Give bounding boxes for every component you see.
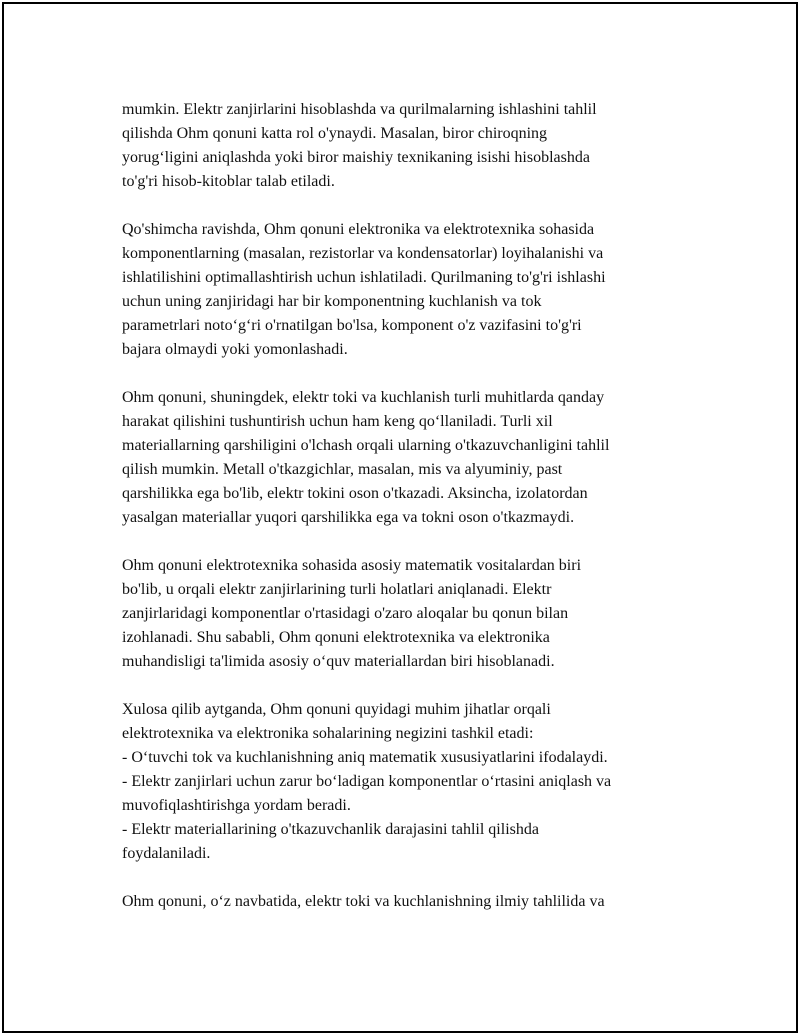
text-line: qarshilikka ega bo'lib, elektr tokini oson o'tkazadi. Aksincha, izolatordan <box>122 485 588 502</box>
text-line: uchun uning zanjiridagi har bir komponentning kuchlanish va tok <box>122 293 542 310</box>
text-line: harakat qilishini tushuntirish uchun ham keng qoʻllaniladi. Turli xil <box>122 413 553 430</box>
text-line: mumkin. Elektr zanjirlarini hisoblashda va qurilmalarning ishlashini tahlil <box>122 101 597 118</box>
paragraph <box>122 386 722 530</box>
paragraph <box>122 890 722 914</box>
text-line: komponentlarning (masalan, rezistorlar va kondensatorlar) loyihalanishi va <box>122 245 604 262</box>
text-line: Ohm qonuni, shuningdek, elektr toki va kuchlanish turli muhitlarda qanday <box>122 389 605 406</box>
paragraph <box>122 98 722 194</box>
text-line: bajara olmaydi yoki yomonlashadi. <box>122 341 348 358</box>
text-line: izohlanadi. Shu sababli, Ohm qonuni elektrotexnika va elektronika <box>122 629 550 646</box>
text-line: qilish mumkin. Metall o'tkazgichlar, masalan, mis va alyuminiy, past <box>122 461 563 478</box>
text-line: qilishda Ohm qonuni katta rol o'ynaydi. Masalan, biror chiroqning <box>122 125 548 142</box>
text-line: elektrotexnika va elektronika sohalarining negizini tashkil etadi: <box>122 725 534 742</box>
text-line: yasalgan materiallar yuqori qarshilikka ega va tokni oson o'tkazmaydi. <box>122 509 575 526</box>
text-line: foydalaniladi. <box>122 845 211 862</box>
text-line: parametrlari notoʻgʻri o'rnatilgan bo'lsa, komponent o'z vazifasini to'g'ri <box>122 317 582 334</box>
text-line: Ohm qonuni elektrotexnika sohasida asosiy matematik vositalardan biri <box>122 557 582 574</box>
document-body <box>122 98 722 938</box>
text-line: bo'lib, u orqali elektr zanjirlarining turli holatlari aniqlanadi. Elektr <box>122 581 552 598</box>
text-line: zanjirlaridagi komponentlar o'rtasidagi o'zaro aloqalar bu qonun bilan <box>122 605 569 622</box>
paragraph <box>122 218 722 362</box>
text-line: Ohm qonuni, oʻz navbatida, elektr toki va kuchlanishning ilmiy tahlilida va <box>122 893 605 910</box>
text-line: yorugʻligini aniqlashda yoki biror maishiy texnikaning isishi hisoblashda <box>122 149 590 166</box>
text-line: materiallarning qarshiligini o'lchash orqali ularning o'tkazuvchanligini tahlil <box>122 437 610 454</box>
text-line: Qo'shimcha ravishda, Ohm qonuni elektronika va elektrotexnika sohasida <box>122 221 595 238</box>
text-line: muhandisligi ta'limida asosiy oʻquv materiallardan biri hisoblanadi. <box>122 653 555 670</box>
text-line: - Elektr zanjirlari uchun zarur boʻladigan komponentlar oʻrtasini aniqlash va <box>122 773 612 790</box>
page-frame <box>2 2 798 1033</box>
text-line: - Oʻtuvchi tok va kuchlanishning aniq matematik xususiyatlarini ifodalaydi. <box>122 749 608 766</box>
text-line: - Elektr materiallarining o'tkazuvchanlik darajasini tahlil qilishda <box>122 821 539 838</box>
paragraph <box>122 698 722 866</box>
text-line: to'g'ri hisob-kitoblar talab etiladi. <box>122 173 335 190</box>
text-line: Xulosa qilib aytganda, Ohm qonuni quyidagi muhim jihatlar orqali <box>122 701 551 718</box>
text-line: muvofiqlashtirishga yordam beradi. <box>122 797 351 814</box>
paragraph <box>122 554 722 674</box>
text-line: ishlatilishini optimallashtirish uchun ishlatiladi. Qurilmaning to'g'ri ishlashi <box>122 269 606 286</box>
